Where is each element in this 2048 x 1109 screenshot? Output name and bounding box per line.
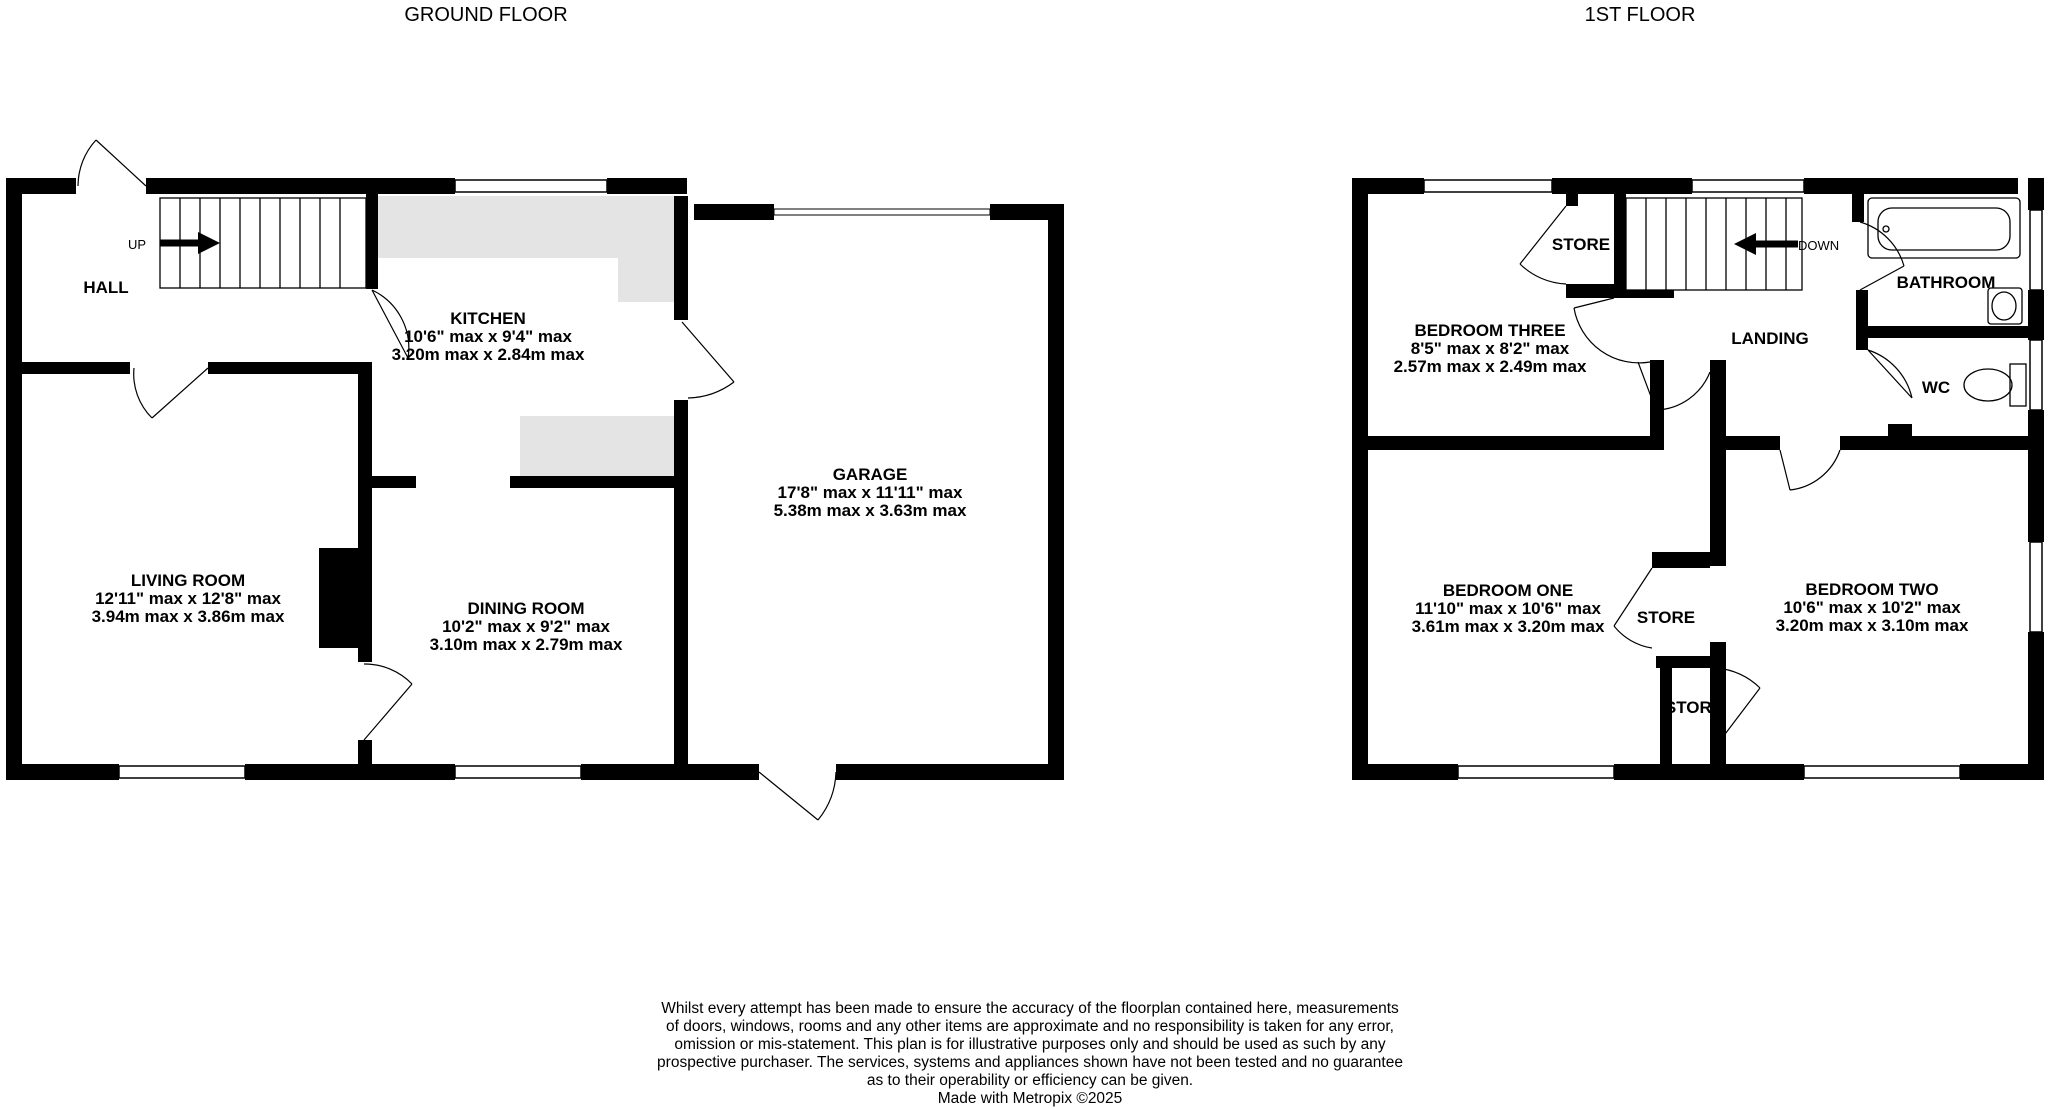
ground-floor-title: GROUND FLOOR (404, 4, 568, 26)
disclaimer-line: prospective purchaser. The services, systems and appliances shown have not been tested and no guarantee (657, 1054, 1403, 1071)
garage-door-opening (774, 209, 990, 215)
hall-name: HALL (83, 278, 129, 297)
bedroom-three-name: BEDROOM THREE (1414, 321, 1566, 340)
kitchen-garage-door-swing (682, 322, 734, 398)
kitchen-metric: 3.20m max x 2.84m max (391, 345, 585, 364)
bathtub-icon (1868, 198, 2020, 258)
bedroom-two-door-swing (1780, 450, 1840, 490)
living-room-name: LIVING ROOM (130, 571, 246, 590)
kitchen-counter (520, 416, 677, 477)
toilet-icon (1964, 364, 2026, 406)
window (2030, 542, 2042, 632)
bedroom-two-imperial: 10'6" max x 10'2" max (1783, 598, 1961, 617)
bathroom-name: BATHROOM (1896, 273, 1996, 292)
living-room-metric: 3.94m max x 3.86m max (91, 607, 285, 626)
store-name: STORE (1551, 235, 1611, 254)
first-room-labels (1394, 235, 1996, 717)
window (1692, 180, 1804, 192)
disclaimer-line: Whilst every attempt has been made to ensure the accuracy of the floorplan contained here, measurements (661, 1000, 1399, 1017)
window (455, 180, 607, 192)
disclaimer-line: of doors, windows, rooms and any other items are approximate and no responsibility is taken for any error, (665, 1018, 1394, 1035)
stair-arrow-icon (198, 232, 220, 254)
garage-name: GARAGE (832, 465, 908, 484)
ground-stairs (160, 198, 366, 288)
window (1804, 766, 1960, 778)
window (119, 766, 245, 778)
landing-door-swing (1638, 362, 1710, 410)
bedroom-one-imperial: 11'10" max x 10'6" max (1415, 599, 1601, 618)
kitchen-name: KITCHEN (450, 309, 526, 328)
window (1458, 766, 1614, 778)
disclaimer (600, 1000, 1460, 1108)
garage-side-door-swing (759, 772, 836, 820)
sink-icon (1988, 288, 2022, 324)
bedroom-one-metric: 3.61m max x 3.20m max (1411, 617, 1605, 636)
window (2030, 340, 2042, 410)
garage-imperial: 17'8" max x 11'11" max (777, 483, 963, 502)
kitchen-imperial: 10'6" max x 9'4" max (404, 327, 572, 346)
bedroom-three-imperial: 8'5" max x 8'2" max (1410, 339, 1570, 358)
bedroom-two-name: BEDROOM TWO (1805, 580, 1939, 599)
stair-down-label: DOWN (1798, 238, 1840, 253)
store-name: STORE (1636, 608, 1696, 627)
landing-name: LANDING (1731, 329, 1809, 348)
wc-name: WC (1921, 378, 1951, 397)
dining-room-imperial: 10'2" max x 9'2" max (442, 617, 610, 636)
first-floor-title: 1ST FLOOR (1584, 4, 1696, 26)
bedroom-three-metric: 2.57m max x 2.49m max (1393, 357, 1587, 376)
dining-room-name: DINING ROOM (467, 599, 585, 618)
metropix-credit: Made with Metropix ©2025 (937, 1090, 1123, 1107)
window (455, 766, 581, 778)
disclaimer-line: as to their operability or efficiency can be given. (866, 1072, 1194, 1089)
front-door-swing (78, 140, 146, 186)
bedroom-one-name: BEDROOM ONE (1442, 581, 1574, 600)
garage-metric: 5.38m max x 3.63m max (773, 501, 967, 520)
living-room-imperial: 12'11" max x 12'8" max (95, 589, 281, 608)
first-floor-windows (1424, 180, 2042, 778)
dining-door-swing (364, 664, 412, 740)
store-name: STORE (1664, 698, 1724, 717)
living-door-swing (134, 368, 208, 418)
bedroom-two-metric: 3.20m max x 3.10m max (1775, 616, 1969, 635)
stair-arrow-icon (1734, 233, 1756, 255)
stair-up-label: UP (128, 237, 147, 252)
disclaimer-line: omission or mis-statement. This plan is for illustrative purposes only and should be used as such by any (674, 1036, 1386, 1053)
first-floor-walls (1352, 178, 2044, 780)
kitchen-counter (618, 196, 677, 302)
bedroom-three-door-swing (1574, 298, 1650, 363)
wc-door-swing (1868, 350, 1912, 398)
window (2030, 210, 2042, 290)
window (1424, 180, 1552, 192)
dining-room-metric: 3.10m max x 2.79m max (429, 635, 623, 654)
first-stairs (1626, 198, 1802, 290)
